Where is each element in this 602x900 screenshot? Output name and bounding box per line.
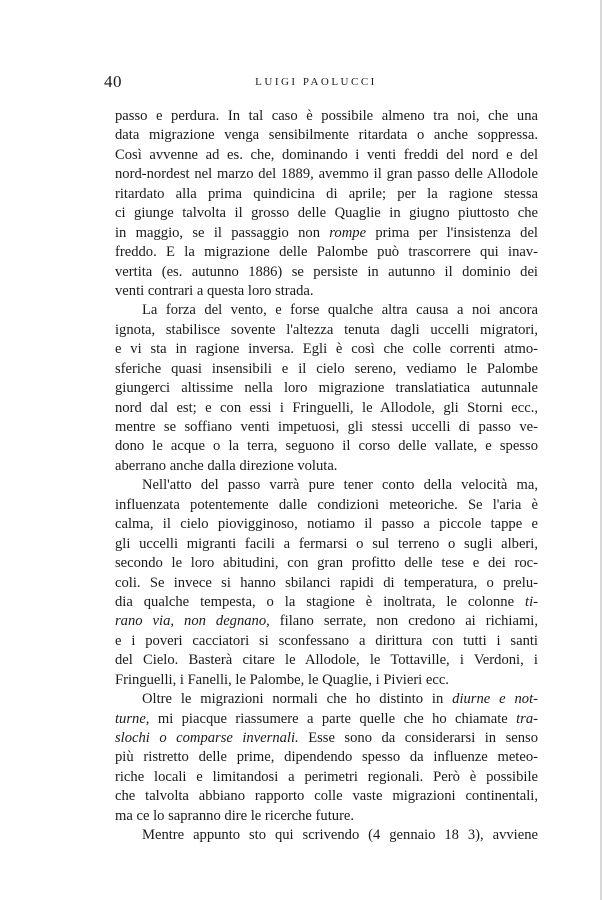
text-line: nord dal est; e con essi i Fringuelli, le Allodole, gli Storni ecc., bbox=[115, 399, 538, 416]
text-line: che talvolta abbiano rapporto colle vaste migrazioni continentali, bbox=[115, 788, 538, 805]
italic-text: diurne e not- bbox=[452, 691, 538, 708]
text-line: La forza del vento, e forse qualche altra causa a noi ancora bbox=[142, 302, 538, 319]
text-line: calma, il cielo piovigginoso, notiamo il passo a piccole tappe e bbox=[115, 516, 538, 533]
text-line: data migrazione venga sensibilmente ritardata o anche soppressa. bbox=[115, 127, 538, 144]
text-line: e vi sta in ragione inversa. Egli è così che colle correnti atmo- bbox=[115, 341, 538, 358]
text-line: secondo le loro abitudini, con gran profitto delle tese e dei roc- bbox=[115, 555, 538, 572]
text-line: Fringuelli, i Fanelli, le Palombe, le Quaglie, i Pivieri ecc. bbox=[115, 671, 449, 688]
italic-text: rompe bbox=[329, 224, 367, 241]
text-line: Oltre le migrazioni normali che ho distinto in diurne e not- bbox=[142, 691, 538, 708]
text-line: giungerci altissime nella loro migrazione translatiatica autunnale bbox=[115, 380, 538, 397]
text-line: slochi o comparse invernali. Esse sono da considerarsi in senso bbox=[115, 730, 539, 746]
text-line: più ristretto delle prime, dipendendo spesso da influenze meteo- bbox=[115, 749, 538, 766]
text-line: in maggio, se il passaggio non rompe prima per l'insistenza del bbox=[115, 224, 538, 241]
italic-text: turne, bbox=[115, 710, 150, 727]
text-line: del Cielo. Basterà citare le Allodole, le Tottaville, i Verdoni, i bbox=[115, 652, 538, 669]
text-line: e i poveri cacciatori si sconfessano a dirittura con tutti i santi bbox=[115, 632, 538, 649]
page-number: 40 bbox=[104, 72, 122, 91]
text-line: riche locali e limitandosi a perimetri regionali. Però è possibile bbox=[115, 768, 538, 785]
text-line: influenzata potentemente dalle condizioni meteoriche. Se l'aria è bbox=[115, 496, 538, 513]
text-line: ritardato alla prima quindicina di aprile; per la ragione stessa bbox=[115, 185, 538, 202]
text-line: ignota, stabilisce sovente l'altezza tenuta dagli uccelli migratori, bbox=[115, 321, 538, 338]
text-line: mentre se soffiano venti impetuosi, gli stessi uccelli di passo ve- bbox=[115, 419, 538, 435]
text-line: aberrano anche dalla direzione voluta. bbox=[115, 457, 338, 474]
text-line: Nell'atto del passo varrà pure tener conto della velocità ma, bbox=[142, 477, 538, 494]
text-line: dono le acque o la terra, seguono il corso delle vallate, e spesso bbox=[115, 438, 538, 455]
text-line: turne, mi piacque riassumere a parte quelle che ho chiamate tra- bbox=[115, 710, 538, 727]
text-line: freddo. E la migrazione delle Palombe può trascorrere qui inav- bbox=[115, 244, 538, 261]
italic-text: rano via, non degnano, bbox=[115, 613, 270, 630]
text-line: venti contrari a questa loro strada. bbox=[115, 282, 314, 299]
text-line: ma ce lo sapranno dire le ricerche future. bbox=[115, 807, 355, 824]
text-line: gli uccelli migranti facili a fermarsi o sul terreno o sugli alberi, bbox=[115, 535, 538, 552]
italic-text: tra- bbox=[516, 710, 538, 727]
text-line: ci giunge talvolta il grosso delle Quaglie in giugno piuttosto che bbox=[115, 205, 538, 222]
text-line: Così avvenne ad es. che, dominando i venti freddi del nord e del bbox=[115, 146, 538, 163]
italic-text: slochi o comparse invernali. bbox=[115, 730, 299, 746]
text-line: sferiche quasi insensibili e il cielo sereno, vediamo le Palombe bbox=[115, 360, 538, 377]
text-line: coli. Se invece si hanno sbilanci rapidi di temperatura, o prelu- bbox=[115, 574, 538, 591]
text-line: passo e perdura. In tal caso è possibile almeno tra noi, che una bbox=[115, 108, 538, 124]
text-line: dia qualche tempesta, o la stagione è inoltrata, le colonne ti- bbox=[115, 593, 538, 610]
text-line: rano via, non degnano, filano serrate, non credono ai richiami, bbox=[115, 613, 538, 630]
italic-text: ti- bbox=[525, 593, 538, 610]
text-line: nord-nordest nel marzo del 1889, avemmo il gran passo delle Allodole bbox=[115, 166, 538, 183]
text-line: Mentre appunto sto qui scrivendo (4 gennaio 18 3), avviene bbox=[142, 827, 538, 844]
text-line: vertita (es. autunno 1886) se persiste in autunno il dominio dei bbox=[115, 263, 538, 280]
running-head: LUIGI PAOLUCCI bbox=[255, 76, 377, 88]
body-text bbox=[115, 107, 538, 846]
